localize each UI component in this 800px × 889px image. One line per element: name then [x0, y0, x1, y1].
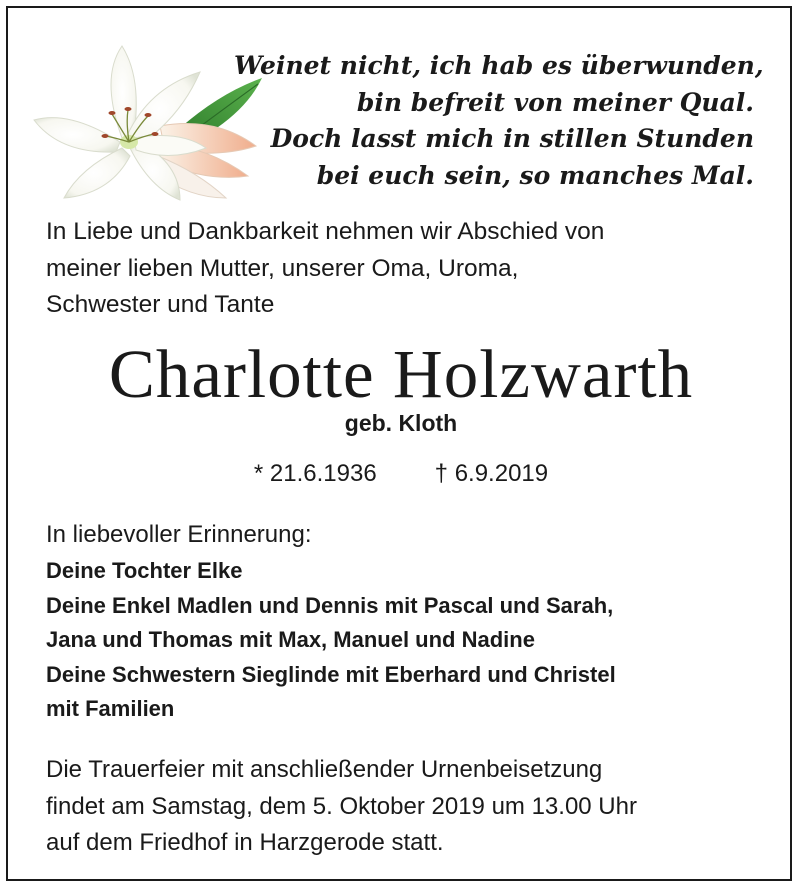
intro-line: meiner lieben Mutter, unserer Oma, Uroma,	[46, 254, 519, 282]
death-date: † 6.9.2019	[434, 460, 549, 487]
intro-line: Schwester und Tante	[46, 291, 275, 318]
mourner-line: Deine Enkel Madlen und Dennis mit Pascal und Sarah,	[46, 592, 614, 618]
mourner-line: mit Familien	[46, 696, 175, 721]
funeral-service-info	[46, 752, 776, 862]
birth-date: * 21.6.1936	[253, 460, 377, 487]
poem-line: Weinet nicht, ich hab es überwunden,	[234, 51, 764, 80]
mourner-line: Jana und Thomas mit Max, Manuel und Nadine	[46, 627, 535, 652]
mourners-list	[46, 554, 776, 727]
birth-name: geb. Kloth	[344, 410, 458, 436]
life-dates	[8, 460, 794, 488]
poem-line: bin befreit von meiner Qual.	[356, 87, 754, 117]
poem-line: Doch lasst mich in stillen Stunden	[270, 124, 754, 153]
service-line: Die Trauerfeier mit anschließender Urnenbeisetzung	[46, 756, 603, 783]
mourner-line: Deine Schwestern Sieglinde mit Eberhard und Christel	[46, 661, 616, 687]
service-line: findet am Samstag, dem 5. Oktober 2019 um 13.00 Uhr	[46, 792, 637, 820]
obituary-notice	[6, 6, 792, 881]
service-line: auf dem Friedhof in Harzgerode statt.	[46, 829, 444, 856]
poem-line: bei euch sein, so manches Mal.	[316, 160, 754, 190]
mourner-line: Deine Tochter Elke	[46, 558, 243, 583]
farewell-intro	[46, 214, 766, 324]
memory-intro: In liebevoller Erinnerung:	[46, 521, 312, 548]
intro-line: In Liebe und Dankbarkeit nehmen wir Abschied von	[46, 218, 605, 245]
deceased-name: Charlotte Holzwarth	[108, 336, 694, 412]
poem-verse	[234, 48, 764, 194]
